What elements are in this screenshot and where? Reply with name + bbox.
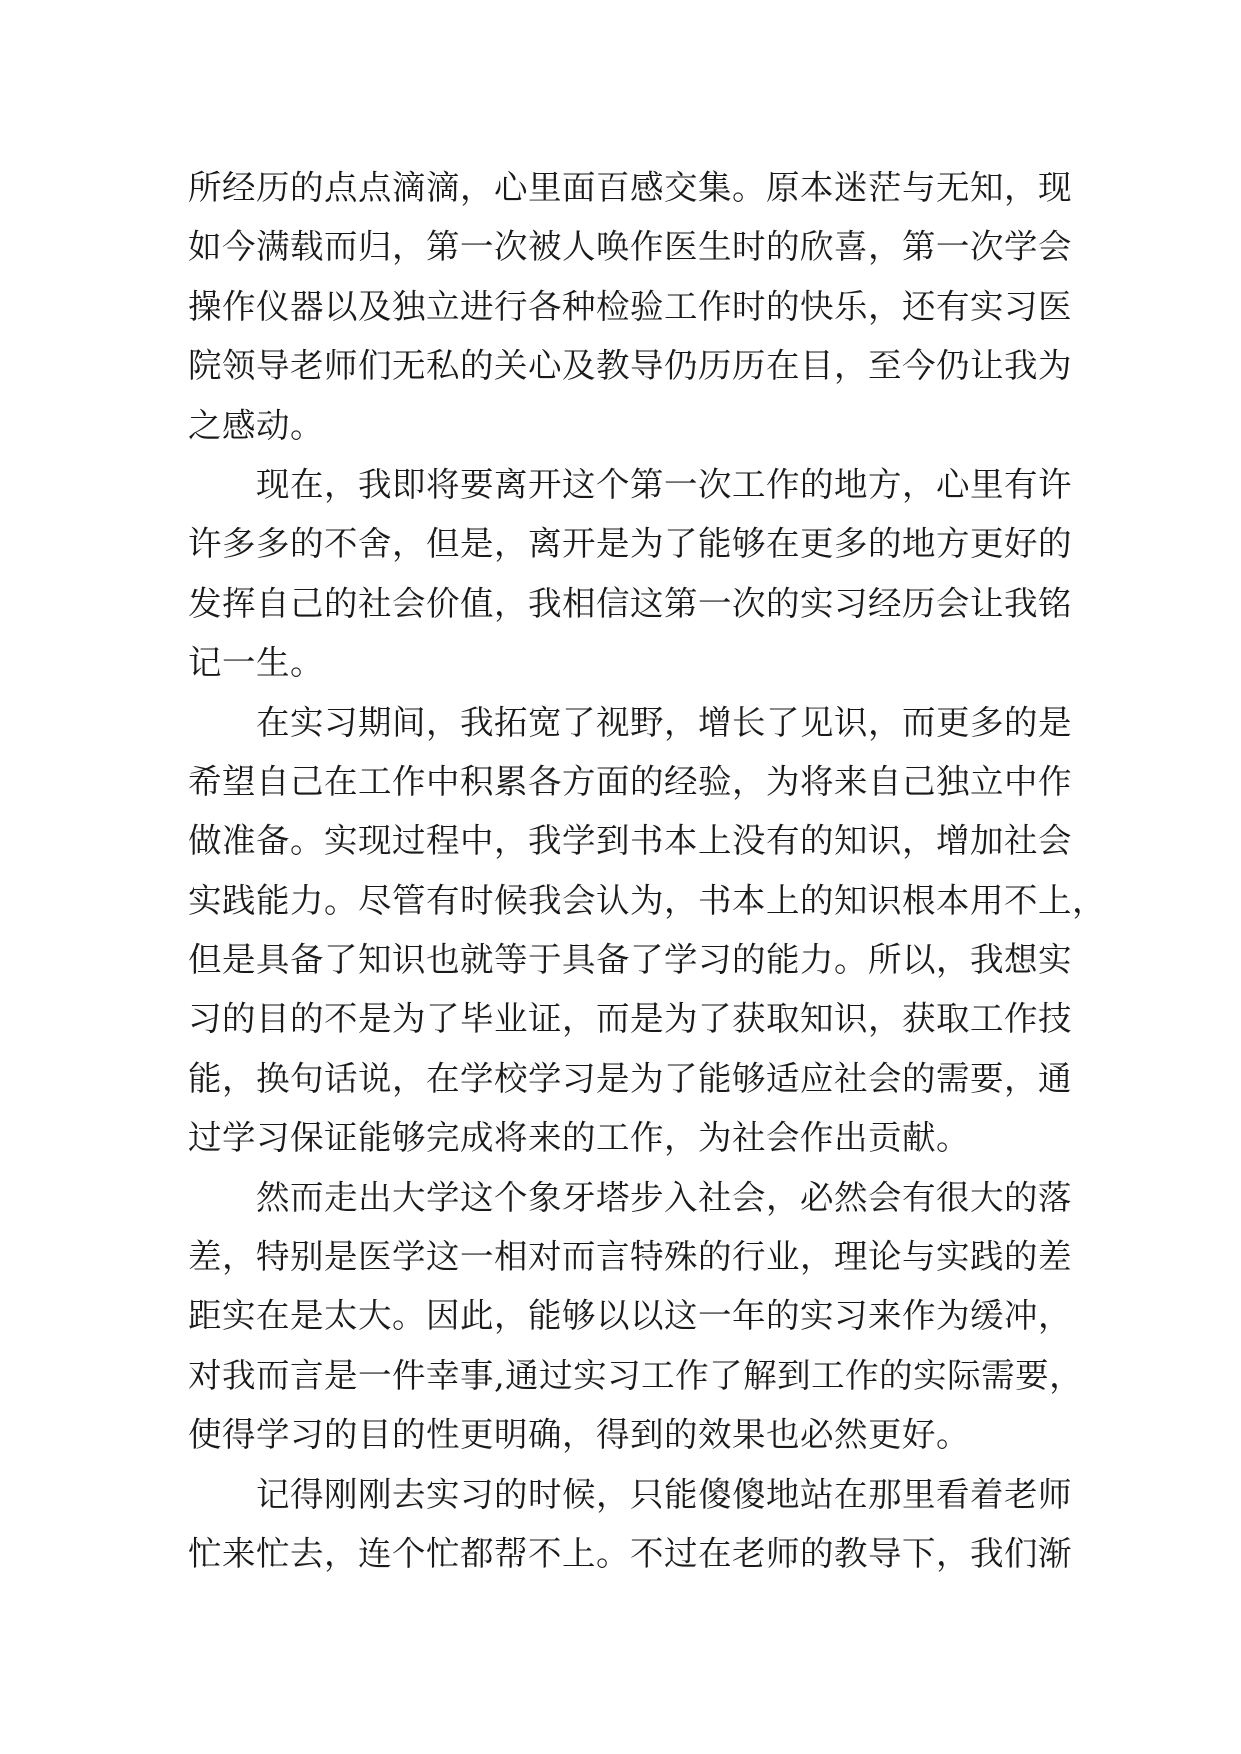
text-line-content: 在实习期间，我拓宽了视野，增长了见识，而更多的是	[256, 702, 1072, 742]
text-line-content: 使得学习的目的性更明确，得到的效果也必然更好。	[188, 1415, 970, 1455]
text-line-content: 所经历的点点滴滴，心里面百感交集。原本迷茫与无知，现	[188, 168, 1072, 207]
text-line-content: 忙来忙去，连个忙都帮不上。不过在老师的教导下，我们渐	[188, 1533, 1072, 1573]
text-line-content: 院领导老师们无私的关心及教导仍历历在目，至今仍让我为	[188, 346, 1072, 386]
text-line	[188, 158, 1072, 217]
text-line-content: 差，特别是医学这一相对而言特殊的行业，理论与实践的差	[188, 1237, 1072, 1277]
text-line-content: 现在，我即将要离开这个第一次工作的地方，心里有许	[256, 464, 1072, 504]
text-line-content: 过学习保证能够完成将来的工作，为社会作出贡献。	[188, 1118, 970, 1158]
text-line	[188, 1227, 1072, 1286]
text-line-content: 习的目的不是为了毕业证，而是为了获取知识，获取工作技	[188, 999, 1072, 1039]
text-line-content: 之感动。	[188, 405, 324, 445]
text-line	[188, 336, 1072, 395]
paragraph-first-line	[188, 1465, 1072, 1524]
text-line	[188, 1405, 1058, 1464]
paragraph-first-line	[188, 1168, 1072, 1227]
text-line	[188, 1108, 1058, 1167]
text-line-content: 做准备。实现过程中，我学到书本上没有的知识，增加社会	[188, 821, 1072, 861]
text-line-content: 希望自己在工作中积累各方面的经验，为将来自己独立中作	[188, 761, 1072, 801]
text-line-content: 但是具备了知识也就等于具备了学习的能力。所以，我想实	[188, 940, 1072, 980]
text-line	[188, 217, 1072, 276]
text-line	[188, 1049, 1072, 1108]
text-line-content: 距实在是太大。因此，能够以以这一年的实习来作为缓冲，	[188, 1296, 1072, 1336]
text-line	[188, 811, 1072, 870]
text-line-content: 发挥自己的社会价值，我相信这第一次的实习经历会让我铭	[188, 583, 1072, 623]
text-line	[188, 1286, 1072, 1345]
text-line	[188, 1346, 1084, 1405]
text-line	[188, 514, 1072, 573]
document-body	[188, 158, 1106, 1583]
text-line	[188, 752, 1072, 811]
text-line	[188, 989, 1072, 1048]
text-line-content: 对我而言是一件幸事,通过实习工作了解到工作的实际需要，	[188, 1355, 1084, 1395]
text-line-content: 许多多的不舍，但是，离开是为了能够在更多的地方更好的	[188, 524, 1072, 564]
text-line-content: 能，换句话说，在学校学习是为了能够适应社会的需要，通	[188, 1058, 1072, 1098]
text-line-content: 记得刚刚去实习的时候，只能傻傻地站在那里看着老师	[256, 1474, 1072, 1514]
paragraph-first-line	[188, 693, 1072, 752]
text-line	[188, 871, 1106, 930]
text-line	[188, 277, 1072, 336]
text-line-content: 如今满载而归，第一次被人唤作医生时的欣喜，第一次学会	[188, 227, 1072, 267]
paragraph-first-line	[188, 455, 1072, 514]
text-line-content: 实践能力。尽管有时候我会认为，书本上的知识根本用不上，	[188, 880, 1106, 920]
text-line	[188, 930, 1072, 989]
text-line-content: 操作仪器以及独立进行各种检验工作时的快乐，还有实习医	[188, 286, 1072, 326]
text-line	[188, 396, 1058, 455]
text-line-content: 然而走出大学这个象牙塔步入社会，必然会有很大的落	[256, 1177, 1072, 1217]
text-line	[188, 574, 1072, 633]
text-line	[188, 1524, 1072, 1583]
text-line-content: 记一生。	[188, 643, 324, 683]
text-line	[188, 633, 1058, 692]
